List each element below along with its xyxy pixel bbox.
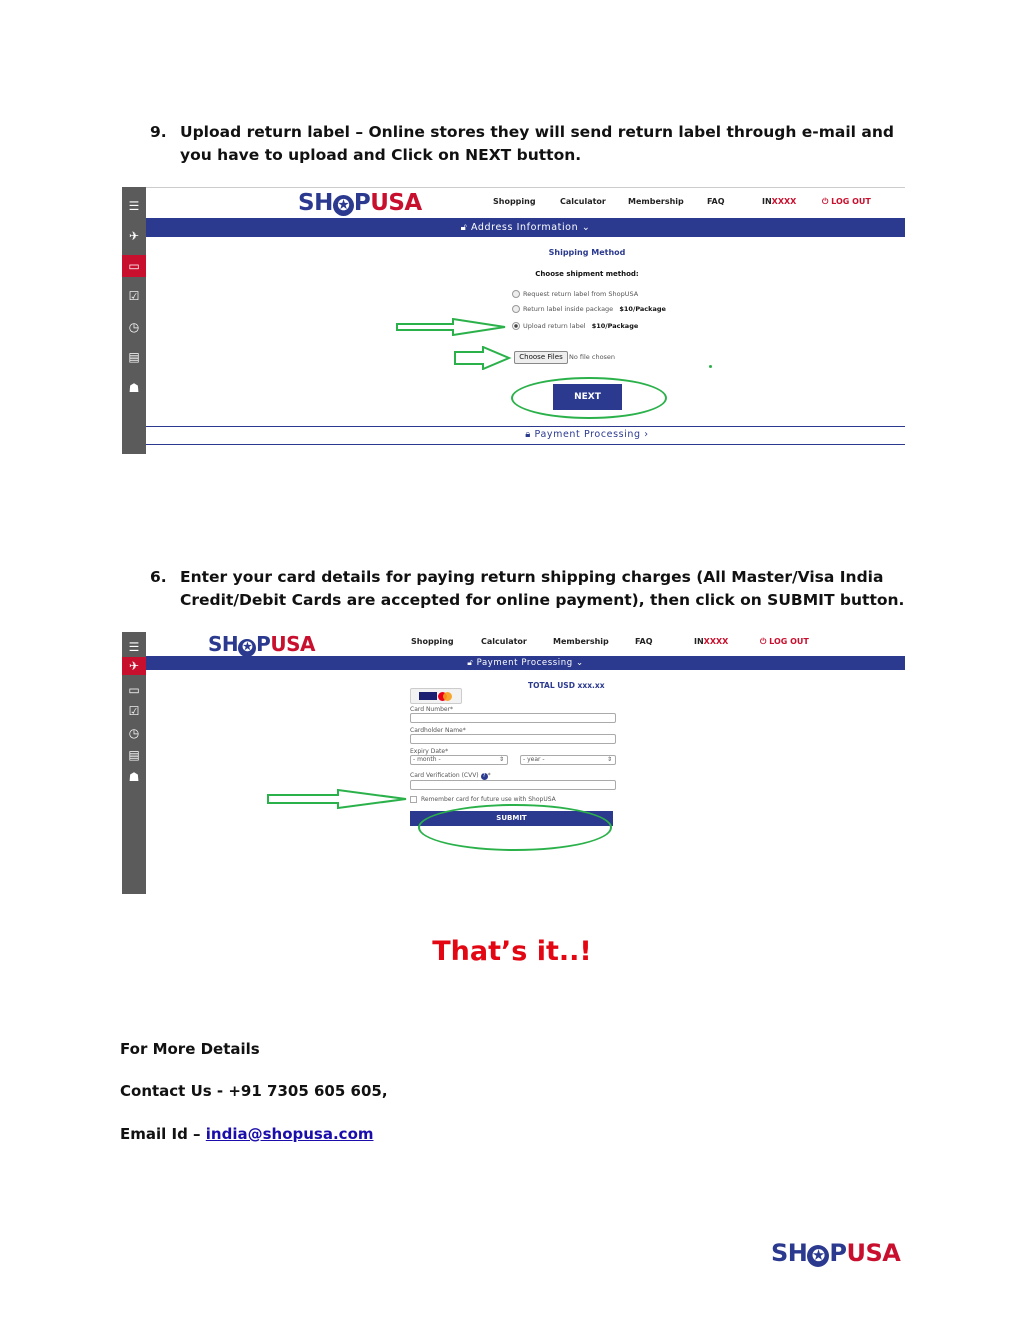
help-icon[interactable]: ? xyxy=(481,773,488,780)
step-number: 9. xyxy=(150,123,167,141)
nav-faq[interactable]: FAQ xyxy=(707,197,725,206)
lock-icon: 🔒︎ xyxy=(525,429,535,440)
user-icon[interactable]: ☗ xyxy=(128,770,140,784)
arrow-upload-option xyxy=(395,318,515,336)
radio-button[interactable] xyxy=(512,305,520,313)
nav-membership[interactable]: Membership xyxy=(553,637,609,646)
remember-card[interactable]: Remember card for future use with ShopUSA xyxy=(410,796,556,803)
step-6-instruction xyxy=(150,566,940,612)
star-icon: ✪ xyxy=(238,639,256,657)
thats-it-heading: That’s it..! xyxy=(432,936,592,967)
cardholder-label: Cardholder Name* xyxy=(410,727,466,734)
step-9-instruction xyxy=(150,121,940,167)
nav-shopping[interactable]: Shopping xyxy=(411,637,454,646)
expiry-label: Expiry Date* xyxy=(410,748,449,755)
option-upload-label[interactable]: Upload return label $10/Package xyxy=(512,322,638,330)
sidebar xyxy=(122,187,146,454)
menu-icon[interactable]: ☰ xyxy=(128,640,140,654)
payment-processing-bar[interactable]: 🔒︎ Payment Processing › xyxy=(525,429,649,440)
power-icon: ⏻ xyxy=(760,637,770,646)
list-icon[interactable]: ▤ xyxy=(128,748,140,762)
payment-processing-bar[interactable]: 🔓︎ Payment Processing ⌄ xyxy=(146,656,905,670)
card-number-input[interactable] xyxy=(410,713,616,723)
highlight-ellipse xyxy=(511,377,667,419)
menu-icon[interactable]: ☰ xyxy=(128,199,140,213)
clock-icon[interactable]: ◷ xyxy=(128,320,140,334)
nav-shopping[interactable]: Shopping xyxy=(493,197,536,206)
unlock-icon: 🔓︎ xyxy=(467,658,477,668)
card-logos xyxy=(410,688,462,704)
chevron-down-icon: ⌄ xyxy=(572,658,584,668)
arrow-choose-files xyxy=(453,346,513,370)
total-amount: TOTAL USD xxx.xx xyxy=(528,681,605,690)
month-select[interactable]: - month - ⇕ xyxy=(410,755,508,765)
sort-icon: ⇕ xyxy=(498,756,504,763)
cvv-input[interactable] xyxy=(410,780,616,790)
chevron-down-icon: ⌄ xyxy=(578,222,591,233)
year-select[interactable]: - year - ⇕ xyxy=(520,755,616,765)
dot xyxy=(709,365,712,368)
choose-files-button[interactable]: Choose Files xyxy=(514,351,568,364)
star-icon: ✪ xyxy=(807,1245,829,1267)
option-inside-package[interactable]: Return label inside package $10/Package xyxy=(512,305,666,313)
nav-faq[interactable]: FAQ xyxy=(635,637,653,646)
list-icon[interactable]: ▤ xyxy=(128,350,140,364)
highlight-ellipse xyxy=(418,804,612,851)
sidebar xyxy=(122,632,146,894)
contact-phone: Contact Us - +91 7305 605 605, xyxy=(120,1082,388,1100)
inbox-icon[interactable]: ▭ xyxy=(128,683,140,697)
visa-icon xyxy=(419,692,437,700)
choose-label: Choose shipment method: xyxy=(535,270,639,278)
next-button[interactable]: NEXT xyxy=(553,384,622,410)
submit-button[interactable]: SUBMIT xyxy=(410,811,613,826)
user-icon[interactable]: ☗ xyxy=(128,381,140,395)
power-icon: ⏻ xyxy=(822,197,832,206)
email-line xyxy=(120,1125,374,1143)
arrow-remember-card xyxy=(266,788,411,810)
checkbox-icon[interactable]: ☑ xyxy=(128,704,140,718)
unlock-icon: 🔓︎ xyxy=(460,222,471,233)
card-number-label: Card Number* xyxy=(410,706,454,713)
logout-link[interactable]: ⏻ LOG OUT xyxy=(822,197,871,206)
cvv-label: Card Verification (CVV) ? * xyxy=(410,772,491,779)
cardholder-input[interactable] xyxy=(410,734,616,744)
inbox-icon[interactable]: ▭ xyxy=(122,255,146,277)
radio-button[interactable] xyxy=(512,290,520,298)
nav-calculator[interactable]: Calculator xyxy=(481,637,527,646)
screenshot-upload-label xyxy=(122,187,905,454)
address-info-bar[interactable]: 🔓︎ Address Information ⌄ xyxy=(146,218,905,237)
section-title: Shipping Method xyxy=(548,248,626,257)
chevron-right-icon: › xyxy=(640,429,649,440)
star-icon: ✪ xyxy=(333,195,354,216)
more-details: For More Details xyxy=(120,1040,260,1058)
footer-shopusa-logo: SH ✪ PUSA xyxy=(771,1239,901,1267)
email-link[interactable]: india@shopusa.com xyxy=(205,1125,374,1143)
user-id[interactable]: INXXXX xyxy=(694,637,729,646)
step-text: Enter your card details for paying return shipping charges (All Master/Visa India Credit/Debit Cards are accepted for online payment), then click on SUBMIT button. xyxy=(180,568,905,609)
step-number: 6. xyxy=(150,568,167,586)
user-id[interactable]: INXXXX xyxy=(762,197,797,206)
shopusa-logo[interactable]: SH ✪ PUSA xyxy=(208,632,315,656)
nav-membership[interactable]: Membership xyxy=(628,197,684,206)
option-request-label[interactable]: Request return label from ShopUSA xyxy=(512,290,638,298)
logout-link[interactable]: ⏻ LOG OUT xyxy=(760,637,809,646)
file-status: No file chosen xyxy=(569,353,616,361)
plane-icon[interactable]: ✈ xyxy=(122,657,146,675)
email-label: Email Id – xyxy=(120,1125,201,1143)
nav-calculator[interactable]: Calculator xyxy=(560,197,606,206)
checkbox-icon[interactable]: ☑ xyxy=(128,289,140,303)
step-text: Upload return label – Online stores they will send return label through e-mail and you have to upload and Click on NEXT button. xyxy=(180,123,894,164)
clock-icon[interactable]: ◷ xyxy=(128,726,140,740)
checkbox[interactable] xyxy=(410,796,417,803)
shopusa-logo[interactable]: SH ✪ PUSA xyxy=(298,190,422,216)
screenshot-card-payment xyxy=(122,632,905,894)
sort-icon: ⇕ xyxy=(606,756,612,763)
plane-icon[interactable]: ✈ xyxy=(128,229,140,243)
